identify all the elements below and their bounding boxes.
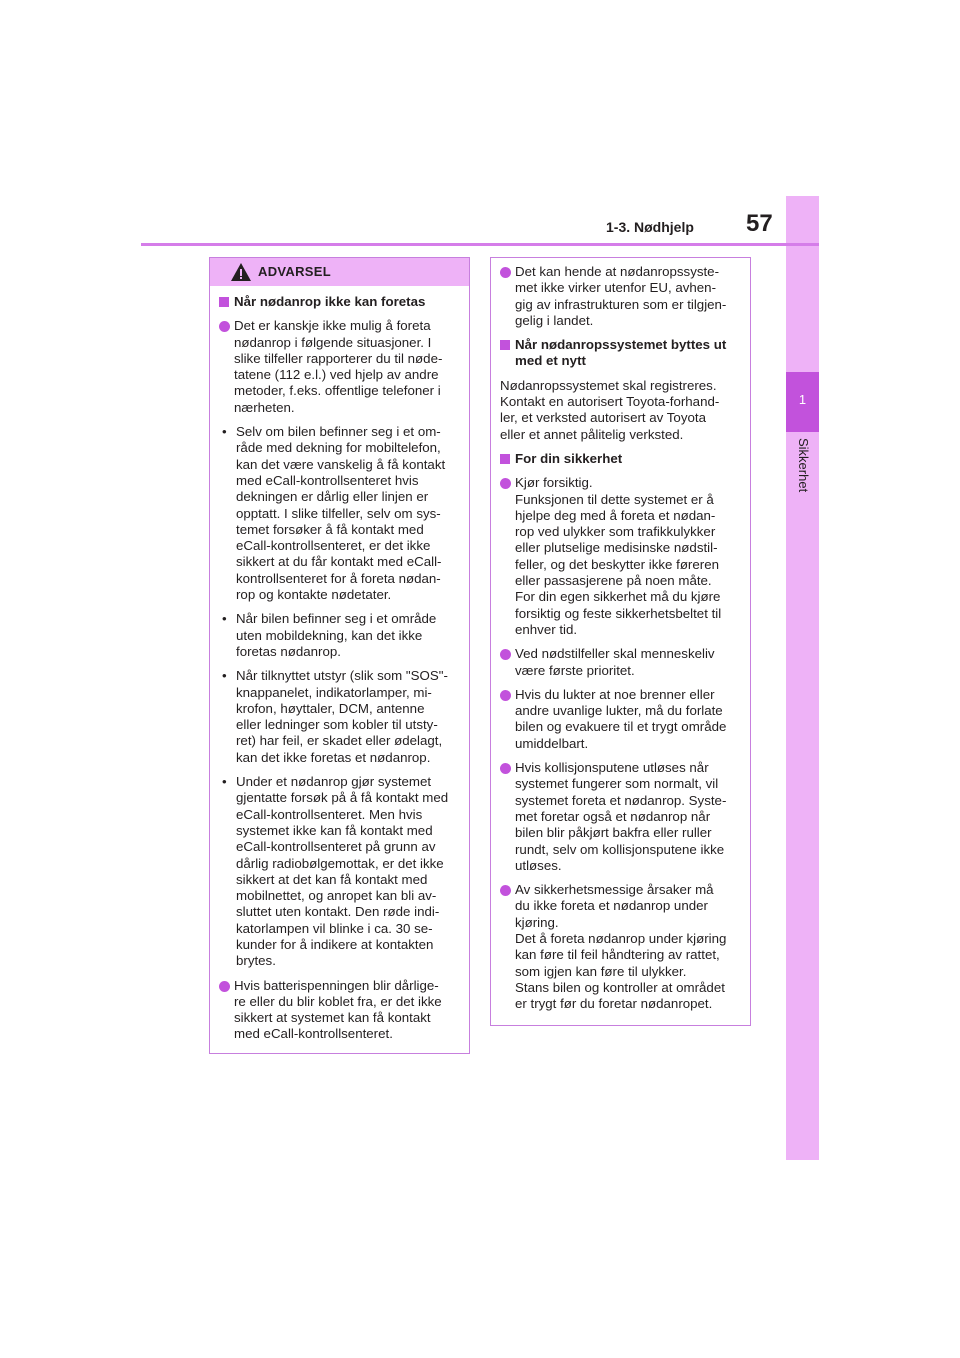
text-line: kan det ikke foretas et nødanrop.	[236, 749, 431, 765]
text-line: Kontakt en autorisert Toyota-forhand-	[500, 394, 720, 410]
text-line: Det kan hende at nødanropssyste-	[515, 264, 720, 279]
text-line: met foretar også et nødanrop når	[515, 808, 711, 824]
continued-content	[491, 258, 750, 1012]
bullet-icon: •	[222, 668, 227, 684]
text-line: kunder for å indikere at kontakten	[236, 936, 434, 952]
warning-header	[210, 258, 469, 286]
section-heading-text: For din sikkerhet	[515, 450, 623, 466]
text-line: Selv om bilen befinner seg i et om-	[236, 424, 441, 440]
square-bullet-icon	[500, 340, 510, 350]
dot-item	[219, 318, 461, 416]
text-line: Hvis batterispenningen blir dårlige-	[234, 977, 439, 993]
text-line: Under et nødanrop gjør systemet	[236, 774, 432, 790]
section-heading	[500, 451, 742, 467]
circle-bullet-icon	[500, 478, 511, 489]
text-line: eCall-kontrollsenteret, er det ikke	[236, 538, 431, 554]
section-title: 1-3. Nødhjelp	[606, 219, 694, 235]
section-heading-text: Når nødanropssystemet byttes ut	[515, 337, 727, 353]
section-heading	[219, 294, 461, 310]
header-rule	[141, 243, 819, 246]
warning-title: ADVARSEL	[258, 264, 331, 279]
circle-bullet-icon	[500, 885, 511, 896]
text-line: Hvis kollisjonsputene utløses når	[515, 760, 709, 776]
warning-box	[209, 257, 470, 1054]
text-line: rundt, selv om kollisjonsputene ikke	[515, 841, 725, 857]
text-line: met ikke virker utenfor EU, avhen-	[515, 280, 717, 296]
bullet-icon: •	[222, 774, 227, 790]
text-line: slike tilfeller rapporterer du til nøde-	[234, 350, 443, 366]
section-heading-text: med et nytt	[515, 353, 586, 369]
text-line: råde med dekning for mobiltelefon,	[236, 440, 441, 456]
list-item	[219, 668, 461, 766]
text-line: systemet fungerer som normalt, vil	[515, 776, 719, 792]
text-line: dårlig radiobølgemottak, er det ikke	[236, 855, 444, 871]
text-line: Nødanropssystemet skal registreres.	[500, 377, 717, 393]
text-line: være første prioritet.	[515, 662, 635, 678]
text-line: Stans bilen og kontroller at området	[515, 979, 725, 995]
bullet-icon: •	[222, 611, 227, 627]
text-line: sluttet uten kontakt. Den røde indi-	[236, 904, 440, 920]
text-line: rop og kontakte nødetater.	[236, 587, 392, 603]
text-line: med eCall-kontrollsenteret.	[234, 1026, 393, 1042]
text-line: forsiktig og feste sikkerhetsbeltet til	[515, 605, 722, 621]
text-line: krofon, høyttaler, DCM, antenne	[236, 700, 425, 716]
text-line: Av sikkerhetsmessige årsaker må	[515, 882, 714, 898]
text-line: hjelpe deg med å foreta et nødan-	[515, 507, 716, 523]
text-line: som igjen kan føre til ulykker.	[515, 963, 687, 979]
text-line: gig av infrastrukturen som er tilgjen-	[515, 296, 727, 312]
dot-item	[500, 687, 742, 752]
text-line: rop ved ulykker som trafikkulykker	[515, 524, 716, 540]
text-line: dekningen er dårlig eller linjen er	[236, 489, 429, 505]
text-line: For din egen sikkerhet må du kjøre	[515, 589, 721, 605]
text-line: Hvis du lukter at noe brenner eller	[515, 686, 715, 702]
circle-bullet-icon	[500, 649, 511, 660]
warning-content	[210, 286, 469, 1043]
text-line: kontrollsenteret for å foreta nødan-	[236, 570, 441, 586]
text-line: eCall-kontrollsenteret. Men hvis	[236, 806, 423, 822]
page-number: 57	[746, 210, 773, 237]
text-line: knappanelet, indikatorlamper, mi-	[236, 684, 432, 700]
text-line: eller et annet pålitelig verksted.	[500, 426, 684, 442]
text-line: nødanrop i følgende situasjoner. I	[234, 334, 432, 350]
text-line: feller, og det beskytter ikke føreren	[515, 556, 719, 572]
list-item	[219, 774, 461, 970]
circle-bullet-icon	[500, 267, 511, 278]
text-line: Det er kanskje ikke mulig å foreta	[234, 318, 431, 334]
text-line: uten mobildekning, kan det ikke	[236, 627, 423, 643]
text-line: eCall-kontrollsenteret på grunn av	[236, 839, 436, 855]
circle-bullet-icon	[500, 690, 511, 701]
text-line: Når tilknyttet utstyr (slik som "SOS"-	[236, 668, 448, 684]
text-line: mobilnettet, og anropet kan bli av-	[236, 888, 437, 904]
text-line: er trygt før du foretar nødanropet.	[515, 996, 713, 1012]
section-heading	[500, 337, 742, 370]
warning-triangle-icon	[230, 262, 252, 282]
text-line: enhver tid.	[515, 621, 578, 637]
text-line: kjøring.	[515, 914, 559, 930]
circle-bullet-icon	[219, 981, 230, 992]
side-tab-label: Sikkerhet	[796, 438, 811, 493]
text-line: med eCall-kontrollsenteret hvis	[236, 472, 419, 488]
text-line: eller plutselige medisinske nødstil-	[515, 540, 718, 556]
dot-item	[500, 760, 742, 874]
circle-bullet-icon	[500, 763, 511, 774]
text-line: katorlampen vil blinke i ca. 30 se-	[236, 920, 433, 936]
text-line: bilen blir påkjørt bakfra eller ruller	[515, 825, 712, 841]
text-line: Kjør forsiktig.	[515, 475, 593, 491]
text-line: tatene (112 e.l.) ved hjelp av andre	[234, 367, 439, 383]
text-line: foretas nødanrop.	[236, 643, 341, 659]
text-line: sikkert at systemet kan få kontakt	[234, 1010, 431, 1026]
text-line: utløses.	[515, 857, 562, 873]
text-line: re eller du blir koblet fra, er det ikke	[234, 993, 442, 1009]
text-line: Det å foreta nødanrop under kjøring	[515, 930, 727, 946]
text-line: Når bilen befinner seg i et område	[236, 611, 437, 627]
text-line: metoder, f.eks. offentlige telefoner i	[234, 383, 441, 399]
list-item	[219, 424, 461, 603]
dot-item	[500, 646, 742, 679]
text-line: andre uvanlige lukter, må du forlate	[515, 703, 723, 719]
text-line: umiddelbart.	[515, 735, 589, 751]
dot-item	[500, 264, 742, 329]
square-bullet-icon	[500, 454, 510, 464]
text-line: sikkert at du får kontakt med eCall-	[236, 554, 442, 570]
circle-bullet-icon	[219, 321, 230, 332]
bullet-icon: •	[222, 424, 227, 440]
text-line: systemet ikke kan få kontakt med	[236, 822, 433, 838]
continued-warning-box	[490, 257, 751, 1026]
dot-item	[500, 882, 742, 1012]
text-line: opptatt. I slike tilfeller, selv om sys-	[236, 505, 441, 521]
text-line: gjentatte forsøk på å få kontakt med	[236, 790, 449, 806]
text-line: du ikke foreta et nødanrop under	[515, 898, 708, 914]
dot-item	[500, 475, 742, 638]
side-tab-number: 1	[798, 392, 807, 407]
text-line: gelig i landet.	[515, 312, 594, 328]
section-heading-text: Når nødanrop ikke kan foretas	[234, 294, 426, 309]
side-tab	[786, 196, 819, 1160]
text-line: ret) har feil, er skadet eller ødelagt,	[236, 733, 443, 749]
text-line: eller ledninger som kobler til utsty-	[236, 717, 438, 733]
text-line: bilen og evakuere til et trygt område	[515, 719, 727, 735]
text-line: systemet foreta et nødanrop. Syste-	[515, 792, 727, 808]
text-line: ler, et verksted autorisert av Toyota	[500, 410, 706, 426]
square-bullet-icon	[219, 297, 229, 307]
text-line: temet forsøker å få kontakt med	[236, 521, 424, 537]
text-line: sikkert at det kan få kontakt med	[236, 871, 428, 887]
list-item	[219, 611, 461, 660]
text-line: Ved nødstilfeller skal menneskeliv	[515, 646, 715, 662]
paragraph	[500, 378, 742, 443]
text-line: nærheten.	[234, 399, 295, 415]
dot-item	[219, 978, 461, 1043]
text-line: kan føre til feil håndtering av rattet,	[515, 947, 720, 963]
text-line: Funksjonen til dette systemet er å	[515, 491, 714, 507]
text-line: kan det være vanskelig å få kontakt	[236, 456, 446, 472]
text-line: brytes.	[236, 953, 276, 969]
text-line: eller passasjerene på noen måte.	[515, 573, 712, 589]
